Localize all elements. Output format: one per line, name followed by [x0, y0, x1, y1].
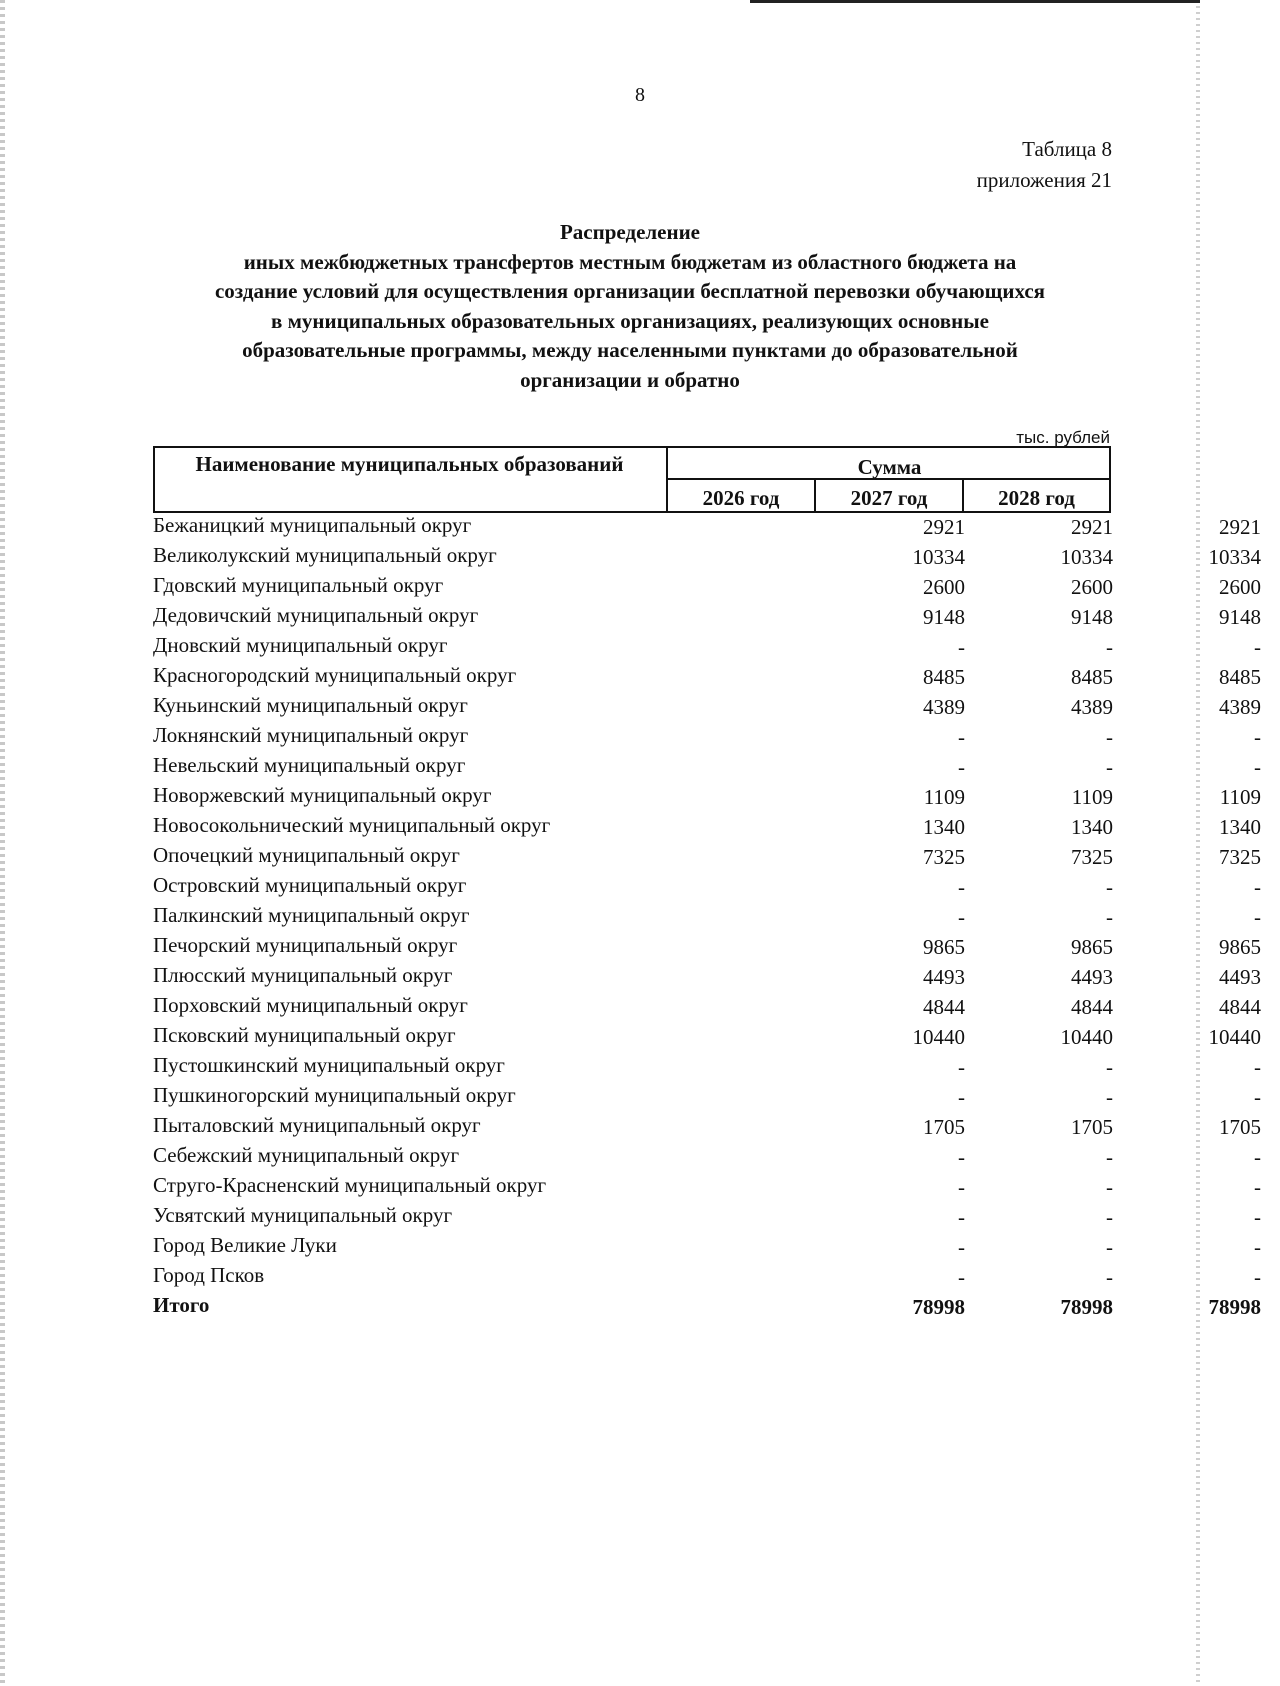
document-title — [130, 218, 1130, 395]
row-name: Палкинский муниципальный округ — [153, 903, 470, 927]
page-number: 8 — [635, 84, 645, 106]
row-value-2028: - — [1254, 1175, 1261, 1199]
row-name: Усвятский муниципальный округ — [153, 1203, 453, 1227]
row-value-2027: - — [1106, 1055, 1113, 1079]
row-value-2027: 4389 — [1071, 695, 1113, 719]
row-name: Дновский муниципальный округ — [153, 633, 448, 657]
row-name: Бежаницкий муниципальный округ — [153, 513, 472, 537]
header-year-2026: 2026 год — [702, 486, 780, 510]
row-value-2026: 4389 — [923, 695, 965, 719]
table-row — [153, 1023, 1261, 1053]
table-reference — [977, 134, 1112, 196]
row-value-2028: 9148 — [1219, 605, 1261, 629]
table-header — [153, 446, 1111, 513]
scan-edge-right — [1196, 0, 1200, 1686]
row-value-2026: 10440 — [912, 1025, 965, 1049]
row-value-2026: - — [958, 1265, 965, 1289]
row-value-2028: - — [1254, 1205, 1261, 1229]
row-value-2027: - — [1106, 1175, 1113, 1199]
row-value-2026: 1109 — [923, 785, 965, 809]
row-value-2028: 4493 — [1219, 965, 1261, 989]
row-value-2028: 1340 — [1219, 815, 1261, 839]
row-name: Красногородский муниципальный округ — [153, 663, 517, 687]
table-row — [153, 1143, 1261, 1173]
row-value-2028: 10334 — [1208, 545, 1261, 569]
table-row — [153, 723, 1261, 753]
row-value-2027: - — [1106, 1145, 1113, 1169]
table-row — [153, 1113, 1261, 1143]
row-value-2028: 8485 — [1219, 665, 1261, 689]
row-value-2026: - — [958, 875, 965, 899]
table-row — [153, 1173, 1261, 1203]
table-row — [153, 813, 1261, 843]
row-value-2028: 9865 — [1219, 935, 1261, 959]
title-line-2: иных межбюджетных трансфертов местным бюджетам из областного бюджета на — [243, 249, 1017, 274]
row-value-2027: 9865 — [1071, 935, 1113, 959]
table-row — [153, 993, 1261, 1023]
row-value-2026: - — [958, 635, 965, 659]
row-value-2027: - — [1106, 875, 1113, 899]
row-value-2027: - — [1106, 905, 1113, 929]
row-value-2028: - — [1254, 1235, 1261, 1259]
total-value-2028: 78998 — [1208, 1295, 1261, 1319]
row-name: Островский муниципальный округ — [153, 873, 467, 897]
header-year-2027: 2027 год — [850, 486, 928, 510]
row-value-2027: 8485 — [1071, 665, 1113, 689]
row-value-2027: - — [1106, 755, 1113, 779]
row-name: Великолукский муниципальный округ — [153, 543, 497, 567]
table-reference-line2: приложения 21 — [976, 168, 1112, 192]
table-row — [153, 513, 1261, 543]
row-name: Плюсский муниципальный округ — [153, 963, 453, 987]
row-value-2028: - — [1254, 905, 1261, 929]
row-value-2026: 8485 — [923, 665, 965, 689]
table-row — [153, 933, 1261, 963]
row-name: Невельский муниципальный округ — [153, 753, 466, 777]
row-name: Пыталовский муниципальный округ — [153, 1113, 481, 1137]
row-value-2028: 4844 — [1219, 995, 1261, 1019]
row-value-2026: - — [958, 755, 965, 779]
total-label: Итого — [153, 1293, 210, 1317]
row-value-2027: 10334 — [1060, 545, 1113, 569]
row-name: Псковский муниципальный округ — [153, 1023, 456, 1047]
table-reference-line1: Таблица 8 — [1022, 137, 1112, 161]
row-value-2028: - — [1254, 1145, 1261, 1169]
title-line-5: образовательные программы, между населенными пунктами до образовательной — [242, 338, 1018, 362]
row-value-2026: 4844 — [923, 995, 965, 1019]
row-value-2026: - — [958, 905, 965, 929]
row-value-2027: - — [1106, 1205, 1113, 1229]
table-row — [153, 783, 1261, 813]
row-name: Куньинский муниципальный округ — [153, 693, 468, 717]
row-name: Локнянский муниципальный округ — [153, 723, 469, 747]
row-value-2026: - — [958, 1145, 965, 1169]
table-row — [153, 873, 1261, 903]
table-total-row — [153, 1293, 1261, 1323]
row-name: Гдовский муниципальный округ — [153, 573, 444, 597]
row-value-2026: - — [958, 1085, 965, 1109]
table-row — [153, 1263, 1261, 1293]
title-line-4: в муниципальных образовательных организациях, реализующих основные — [271, 308, 989, 333]
row-value-2027: 1340 — [1071, 815, 1113, 839]
row-value-2027: 4493 — [1071, 965, 1113, 989]
row-value-2027: - — [1106, 1265, 1113, 1289]
table-body — [153, 513, 1261, 1323]
table-row — [153, 843, 1261, 873]
row-value-2026: 9865 — [923, 935, 965, 959]
row-value-2027: - — [1106, 1235, 1113, 1259]
table-row — [153, 1233, 1261, 1263]
table-row — [153, 1203, 1261, 1233]
row-value-2026: - — [958, 1235, 965, 1259]
row-value-2026: 2921 — [923, 515, 965, 539]
row-value-2028: 2921 — [1219, 515, 1261, 539]
row-value-2026: 9148 — [923, 605, 965, 629]
row-value-2027: 1705 — [1071, 1115, 1113, 1139]
row-value-2026: - — [958, 1055, 965, 1079]
row-value-2028: - — [1254, 725, 1261, 749]
row-value-2026: - — [958, 725, 965, 749]
row-value-2027: 1109 — [1071, 785, 1113, 809]
row-value-2027: 9148 — [1071, 605, 1113, 629]
row-value-2028: 1705 — [1219, 1115, 1261, 1139]
row-value-2028: - — [1254, 1265, 1261, 1289]
row-value-2028: 2600 — [1219, 575, 1261, 599]
row-value-2026: - — [958, 1205, 965, 1229]
units-label: тыс. рублей — [1016, 428, 1110, 447]
total-value-2027: 78998 — [1060, 1295, 1113, 1319]
table-row — [153, 1053, 1261, 1083]
row-value-2028: - — [1254, 1085, 1261, 1109]
row-value-2028: - — [1254, 875, 1261, 899]
scan-edge-top — [750, 0, 1200, 3]
row-value-2028: - — [1254, 755, 1261, 779]
table-row — [153, 693, 1261, 723]
total-value-2026: 78998 — [912, 1295, 965, 1319]
row-value-2027: - — [1106, 725, 1113, 749]
row-name: Новоржевский муниципальный округ — [153, 783, 492, 807]
title-line-3: создание условий для осуществления организации бесплатной перевозки обучающихся — [214, 279, 1046, 303]
table-row — [153, 633, 1261, 663]
row-value-2028: - — [1254, 635, 1261, 659]
row-value-2026: 7325 — [923, 845, 965, 869]
row-value-2028: 7325 — [1219, 845, 1261, 869]
row-value-2028: 10440 — [1208, 1025, 1261, 1049]
row-value-2027: 7325 — [1071, 845, 1113, 869]
row-value-2027: 10440 — [1060, 1025, 1113, 1049]
row-name: Струго-Красненский муниципальный округ — [153, 1173, 547, 1197]
row-value-2027: 2921 — [1071, 515, 1113, 539]
table-row — [153, 903, 1261, 933]
row-name: Новосокольнический муниципальный округ — [153, 813, 551, 837]
scan-edge-left — [0, 0, 5, 1686]
table-row — [153, 573, 1261, 603]
row-name: Дедовичский муниципальный округ — [153, 603, 479, 627]
row-name: Порховский муниципальный округ — [153, 993, 468, 1017]
row-value-2027: - — [1106, 635, 1113, 659]
header-sum-cell: Сумма — [857, 455, 922, 479]
row-name: Себежский муниципальный округ — [153, 1143, 460, 1167]
title-line-6: организации и обратно — [520, 367, 740, 392]
row-name: Печорский муниципальный округ — [153, 933, 458, 957]
row-name: Опочецкий муниципальный округ — [153, 843, 460, 867]
table-row — [153, 603, 1261, 633]
table-row — [153, 963, 1261, 993]
row-value-2026: 4493 — [923, 965, 965, 989]
row-name: Город Великие Луки — [153, 1233, 337, 1257]
row-name: Пустошкинский муниципальный округ — [153, 1053, 505, 1077]
table-row — [153, 753, 1261, 783]
row-value-2028: - — [1254, 1055, 1261, 1079]
row-name: Город Псков — [153, 1263, 265, 1287]
row-value-2028: 1109 — [1219, 785, 1261, 809]
row-value-2027: - — [1106, 1085, 1113, 1109]
row-value-2026: 1340 — [923, 815, 965, 839]
row-name: Пушкиногорский муниципальный округ — [153, 1083, 516, 1107]
row-value-2026: 1705 — [923, 1115, 965, 1139]
row-value-2028: 4389 — [1219, 695, 1261, 719]
row-value-2027: 2600 — [1071, 575, 1113, 599]
table-row — [153, 663, 1261, 693]
row-value-2026: 10334 — [912, 545, 965, 569]
row-value-2027: 4844 — [1071, 995, 1113, 1019]
header-year-2028: 2028 год — [998, 486, 1075, 510]
row-value-2026: 2600 — [923, 575, 965, 599]
table-row — [153, 543, 1261, 573]
header-name-cell: Наименование муниципальных образований — [195, 452, 624, 476]
title-line-1: Распределение — [559, 220, 701, 244]
row-value-2026: - — [958, 1175, 965, 1199]
table-row — [153, 1083, 1261, 1113]
